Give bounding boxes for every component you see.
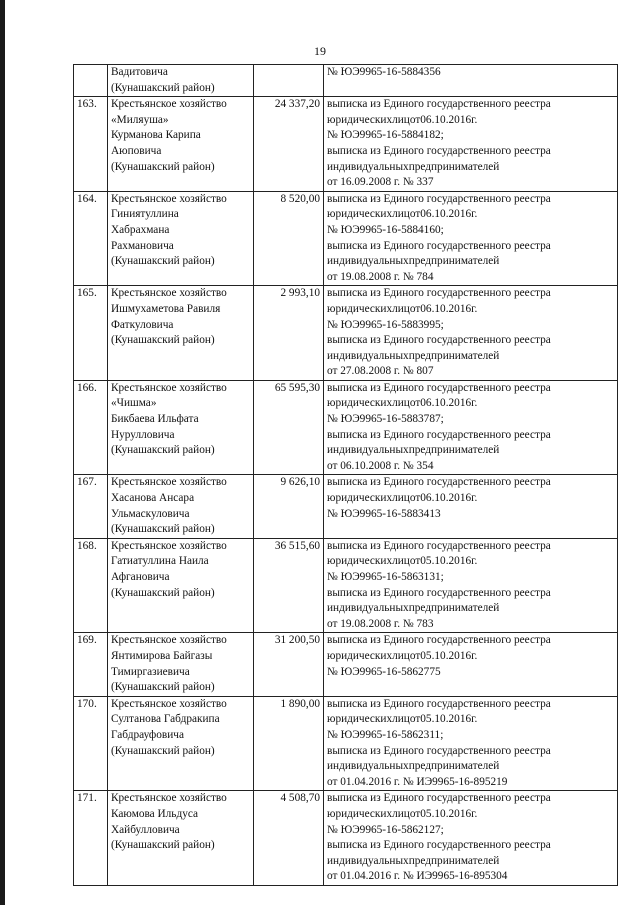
- document-line: [327, 759, 614, 775]
- farm-name-line: Вадитовича: [111, 66, 168, 78]
- farm-name-line: Гатиатуллина Наила: [111, 555, 209, 568]
- document-word: индивидуальных: [327, 760, 409, 773]
- document-line: [327, 712, 614, 728]
- farm-name-cell: [108, 791, 254, 886]
- row-number: 170.: [74, 696, 108, 791]
- farm-name-cell: [108, 633, 254, 696]
- document-line: от 16.09.2008 г. № 337: [327, 176, 434, 189]
- farm-name-line: Нурулловича: [111, 428, 175, 441]
- document-line: выписка из Единого государственного реестра: [327, 539, 551, 552]
- document-cell: [324, 475, 618, 538]
- document-word: 05.10.2016: [420, 713, 472, 726]
- document-line: [327, 807, 614, 823]
- document-word: от: [409, 649, 421, 662]
- row-number: 164.: [74, 191, 108, 286]
- farm-name-line: (Кунашакский район): [111, 586, 215, 599]
- document-line: выписка из Единого государственного реестра: [327, 697, 551, 710]
- document-word: юридических: [327, 713, 393, 726]
- document-word: юридических: [327, 649, 393, 662]
- document-word: юридических: [327, 208, 393, 221]
- row-number: 165.: [74, 286, 108, 381]
- registry-table: [73, 64, 618, 886]
- document-word: лиц: [392, 397, 410, 410]
- document-line: [327, 443, 614, 459]
- document-line: [327, 302, 614, 318]
- document-cell: [324, 380, 618, 475]
- document-word: 05.10.2016: [420, 807, 472, 820]
- document-word: юридических: [327, 397, 393, 410]
- document-line: [327, 254, 614, 270]
- farm-name-line: Аюповича: [111, 144, 162, 157]
- table-row: [74, 97, 618, 192]
- document-line: выписка из Единого государственного реестра: [327, 476, 551, 489]
- document-word: индивидуальных: [327, 349, 409, 362]
- document-word: г.: [471, 302, 478, 315]
- document-word: лиц: [392, 807, 410, 820]
- document-word: юридических: [327, 555, 393, 568]
- table-row: [74, 633, 618, 696]
- farm-name-cell: [108, 286, 254, 381]
- document-line: № ЮЭ9965-16-5883413: [327, 507, 441, 520]
- document-line: [327, 160, 614, 176]
- farm-name-cell: [108, 191, 254, 286]
- document-line: от 01.04.2016 г. № ИЭ9965-16-895219: [327, 775, 508, 788]
- document-word: 06.10.2016: [420, 397, 472, 410]
- document-line: выписка из Единого государственного реестра: [327, 634, 551, 647]
- document-word: лиц: [392, 649, 410, 662]
- document-line: выписка из Единого государственного реестра: [327, 586, 551, 599]
- document-word: г.: [471, 713, 478, 726]
- farm-name-line: Бикбаева Ильфата: [111, 413, 199, 426]
- document-word: от: [409, 492, 421, 505]
- amount-cell: 36 515,60: [254, 538, 324, 633]
- document-word: лиц: [392, 208, 410, 221]
- table-row: [74, 191, 618, 286]
- document-word: от: [409, 113, 421, 126]
- document-word: г.: [471, 649, 478, 662]
- document-word: лиц: [392, 492, 410, 505]
- row-number: 166.: [74, 380, 108, 475]
- document-line: [327, 349, 614, 365]
- document-line: [327, 554, 614, 570]
- document-word: от: [409, 555, 421, 568]
- amount-cell: 1 890,00: [254, 696, 324, 791]
- document-line: выписка из Единого государственного реестра: [327, 144, 551, 157]
- document-word: г.: [471, 397, 478, 410]
- document-line: № ЮЭ9965-16-5884182;: [327, 129, 444, 142]
- farm-name-line: (Кунашакский район): [111, 255, 215, 268]
- farm-name-line: Курманова Карипа: [111, 129, 201, 142]
- row-number: 168.: [74, 538, 108, 633]
- document-word: 05.10.2016: [420, 649, 472, 662]
- farm-name-line: Ульмаскуловича: [111, 507, 190, 520]
- document-word: индивидуальных: [327, 255, 409, 268]
- farm-name-line: Гиниятуллина: [111, 208, 179, 221]
- document-cell: [324, 791, 618, 886]
- farm-name-line: Крестьянское хозяйство: [111, 381, 227, 394]
- document-word: лиц: [392, 713, 410, 726]
- farm-name-line: «Чишма»: [111, 397, 157, 410]
- document-word: предпринимателей: [408, 444, 500, 457]
- farm-name-line: Крестьянское хозяйство: [111, 192, 227, 205]
- document-word: юридических: [327, 113, 393, 126]
- document-word: 05.10.2016: [420, 555, 472, 568]
- amount-cell: [254, 65, 324, 97]
- document-cell: [324, 696, 618, 791]
- document-word: от: [409, 208, 421, 221]
- document-word: г.: [471, 492, 478, 505]
- farm-name-line: (Кунашакский район): [111, 81, 215, 94]
- document-line: № ЮЭ9965-16-5862127;: [327, 823, 444, 836]
- amount-cell: 4 508,70: [254, 791, 324, 886]
- document-cell: [324, 191, 618, 286]
- farm-name-line: Крестьянское хозяйство: [111, 287, 227, 300]
- document-line: [327, 649, 614, 665]
- document-word: юридических: [327, 807, 393, 820]
- document-word: 06.10.2016: [420, 492, 472, 505]
- table-row: [74, 791, 618, 886]
- farm-name-line: Крестьянское хозяйство: [111, 697, 227, 710]
- document-line: [327, 601, 614, 617]
- registry-body: [74, 65, 618, 886]
- document-word: юридических: [327, 302, 393, 315]
- farm-name-line: Янтимирова Байгазы: [111, 649, 213, 662]
- document-line: от 19.08.2008 г. № 783: [327, 617, 434, 630]
- farm-name-line: Фаткуловича: [111, 318, 174, 331]
- document-word: г.: [471, 208, 478, 221]
- document-word: лиц: [392, 113, 410, 126]
- document-cell: [324, 633, 618, 696]
- document-line: № ЮЭ9965-16-5884160;: [327, 223, 444, 236]
- farm-name-line: Крестьянское хозяйство: [111, 634, 227, 647]
- document-line: выписка из Единого государственного реестра: [327, 839, 551, 852]
- row-number: 169.: [74, 633, 108, 696]
- farm-name-line: Хайбулловича: [111, 823, 180, 836]
- scan-edge-bar: [0, 0, 5, 905]
- farm-name-line: Султанова Габдракипа: [111, 713, 220, 726]
- table-row: [74, 696, 618, 791]
- farm-name-line: Крестьянское хозяйство: [111, 476, 227, 489]
- farm-name-line: Каюмова Ильдуса: [111, 807, 199, 820]
- farm-name-line: (Кунашакский район): [111, 334, 215, 347]
- page-number: 19: [314, 44, 326, 58]
- document-line: от 06.10.2008 г. № 354: [327, 459, 434, 472]
- document-word: предпринимателей: [408, 255, 500, 268]
- row-number: 167.: [74, 475, 108, 538]
- document-word: от: [409, 397, 421, 410]
- document-line: выписка из Единого государственного реестра: [327, 287, 551, 300]
- farm-name-line: Хасанова Ансара: [111, 492, 195, 505]
- farm-name-cell: [108, 380, 254, 475]
- document-cell: [324, 286, 618, 381]
- document-line: № ЮЭ9965-16-5863131;: [327, 571, 444, 583]
- farm-name-line: Рахмановича: [111, 239, 174, 252]
- document-line: № ЮЭ9965-16-5883787;: [327, 413, 444, 426]
- document-line: [327, 396, 614, 412]
- farm-name-cell: [108, 475, 254, 538]
- row-number: 163.: [74, 97, 108, 192]
- document-word: лиц: [392, 555, 410, 568]
- amount-cell: 2 993,10: [254, 286, 324, 381]
- amount-cell: 8 520,00: [254, 191, 324, 286]
- amount-cell: 31 200,50: [254, 633, 324, 696]
- document-line: выписка из Единого государственного реестра: [327, 334, 551, 347]
- amount-cell: 9 626,10: [254, 475, 324, 538]
- farm-name-line: Крестьянское хозяйство: [111, 98, 227, 111]
- document-word: предпринимателей: [408, 349, 500, 362]
- document-word: предпринимателей: [408, 854, 500, 867]
- farm-name-line: Ишмухаметова Равиля: [111, 302, 221, 315]
- row-number: 171.: [74, 791, 108, 886]
- document-line: № ЮЭ9965-16-5883995;: [327, 318, 444, 331]
- document-line: от 27.08.2008 г. № 807: [327, 365, 434, 378]
- document-line: № ЮЭ9965-16-5862775: [327, 665, 441, 678]
- row-number: [74, 65, 108, 97]
- document-word: предпринимателей: [408, 602, 500, 615]
- farm-name-line: (Кунашакский район): [111, 681, 215, 694]
- document-word: 06.10.2016: [420, 302, 472, 315]
- document-line: выписка из Единого государственного реестра: [327, 239, 551, 252]
- document-word: индивидуальных: [327, 444, 409, 457]
- farm-name-line: Крестьянское хозяйство: [111, 792, 227, 805]
- farm-name-line: Габдрауфовича: [111, 728, 184, 741]
- document-line: выписка из Единого государственного реестра: [327, 98, 551, 111]
- document-line: выписка из Единого государственного реестра: [327, 428, 551, 441]
- document-word: г.: [471, 113, 478, 126]
- document-word: предпринимателей: [408, 160, 500, 173]
- farm-name-cell: [108, 696, 254, 791]
- document-word: г.: [471, 807, 478, 820]
- table-row: [74, 380, 618, 475]
- farm-name-cell: [108, 97, 254, 192]
- document-word: лиц: [392, 302, 410, 315]
- document-word: от: [409, 713, 421, 726]
- document-word: индивидуальных: [327, 602, 409, 615]
- amount-cell: 65 595,30: [254, 380, 324, 475]
- document-cell: [324, 97, 618, 192]
- document-line: № ЮЭ9965-16-5862311;: [327, 728, 444, 741]
- table-row: [74, 475, 618, 538]
- farm-name-line: «Миляуша»: [111, 113, 169, 126]
- table-row: [74, 65, 618, 97]
- document-word: 06.10.2016: [420, 208, 472, 221]
- document-cell: [324, 538, 618, 633]
- farm-name-line: (Кунашакский район): [111, 839, 215, 852]
- document-word: г.: [471, 555, 478, 568]
- document-line: [327, 207, 614, 223]
- document-line: [327, 113, 614, 129]
- farm-name-line: (Кунашакский район): [111, 744, 215, 757]
- farm-name-line: (Кунашакский район): [111, 160, 215, 173]
- table-row: [74, 538, 618, 633]
- document-line: выписка из Единого государственного реестра: [327, 792, 551, 805]
- farm-name-line: (Кунашакский район): [111, 523, 215, 536]
- amount-cell: 24 337,20: [254, 97, 324, 192]
- document-line: выписка из Единого государственного реестра: [327, 381, 551, 394]
- document-line: от 19.08.2008 г. № 784: [327, 270, 434, 283]
- farm-name-line: Хабрахмана: [111, 223, 170, 236]
- farm-name-line: Афгановича: [111, 571, 170, 583]
- document-line: [327, 854, 614, 870]
- document-word: 06.10.2016: [420, 113, 472, 126]
- farm-name-line: Тимиргазиевича: [111, 665, 190, 678]
- farm-name-line: (Кунашакский район): [111, 444, 215, 457]
- document-cell: [324, 65, 618, 97]
- document-line: № ЮЭ9965-16-5884356: [327, 66, 441, 78]
- document-word: от: [409, 302, 421, 315]
- farm-name-line: Крестьянское хозяйство: [111, 539, 227, 552]
- document-word: индивидуальных: [327, 854, 409, 867]
- document-line: выписка из Единого государственного реестра: [327, 192, 551, 205]
- document-word: юридических: [327, 492, 393, 505]
- table-row: [74, 286, 618, 381]
- farm-name-cell: [108, 538, 254, 633]
- document-line: от 01.04.2016 г. № ИЭ9965-16-895304: [327, 870, 508, 883]
- farm-name-cell: [108, 65, 254, 97]
- document-word: от: [409, 807, 421, 820]
- document-line: [327, 491, 614, 507]
- document-word: предпринимателей: [408, 760, 500, 773]
- document-word: индивидуальных: [327, 160, 409, 173]
- document-line: выписка из Единого государственного реестра: [327, 744, 551, 757]
